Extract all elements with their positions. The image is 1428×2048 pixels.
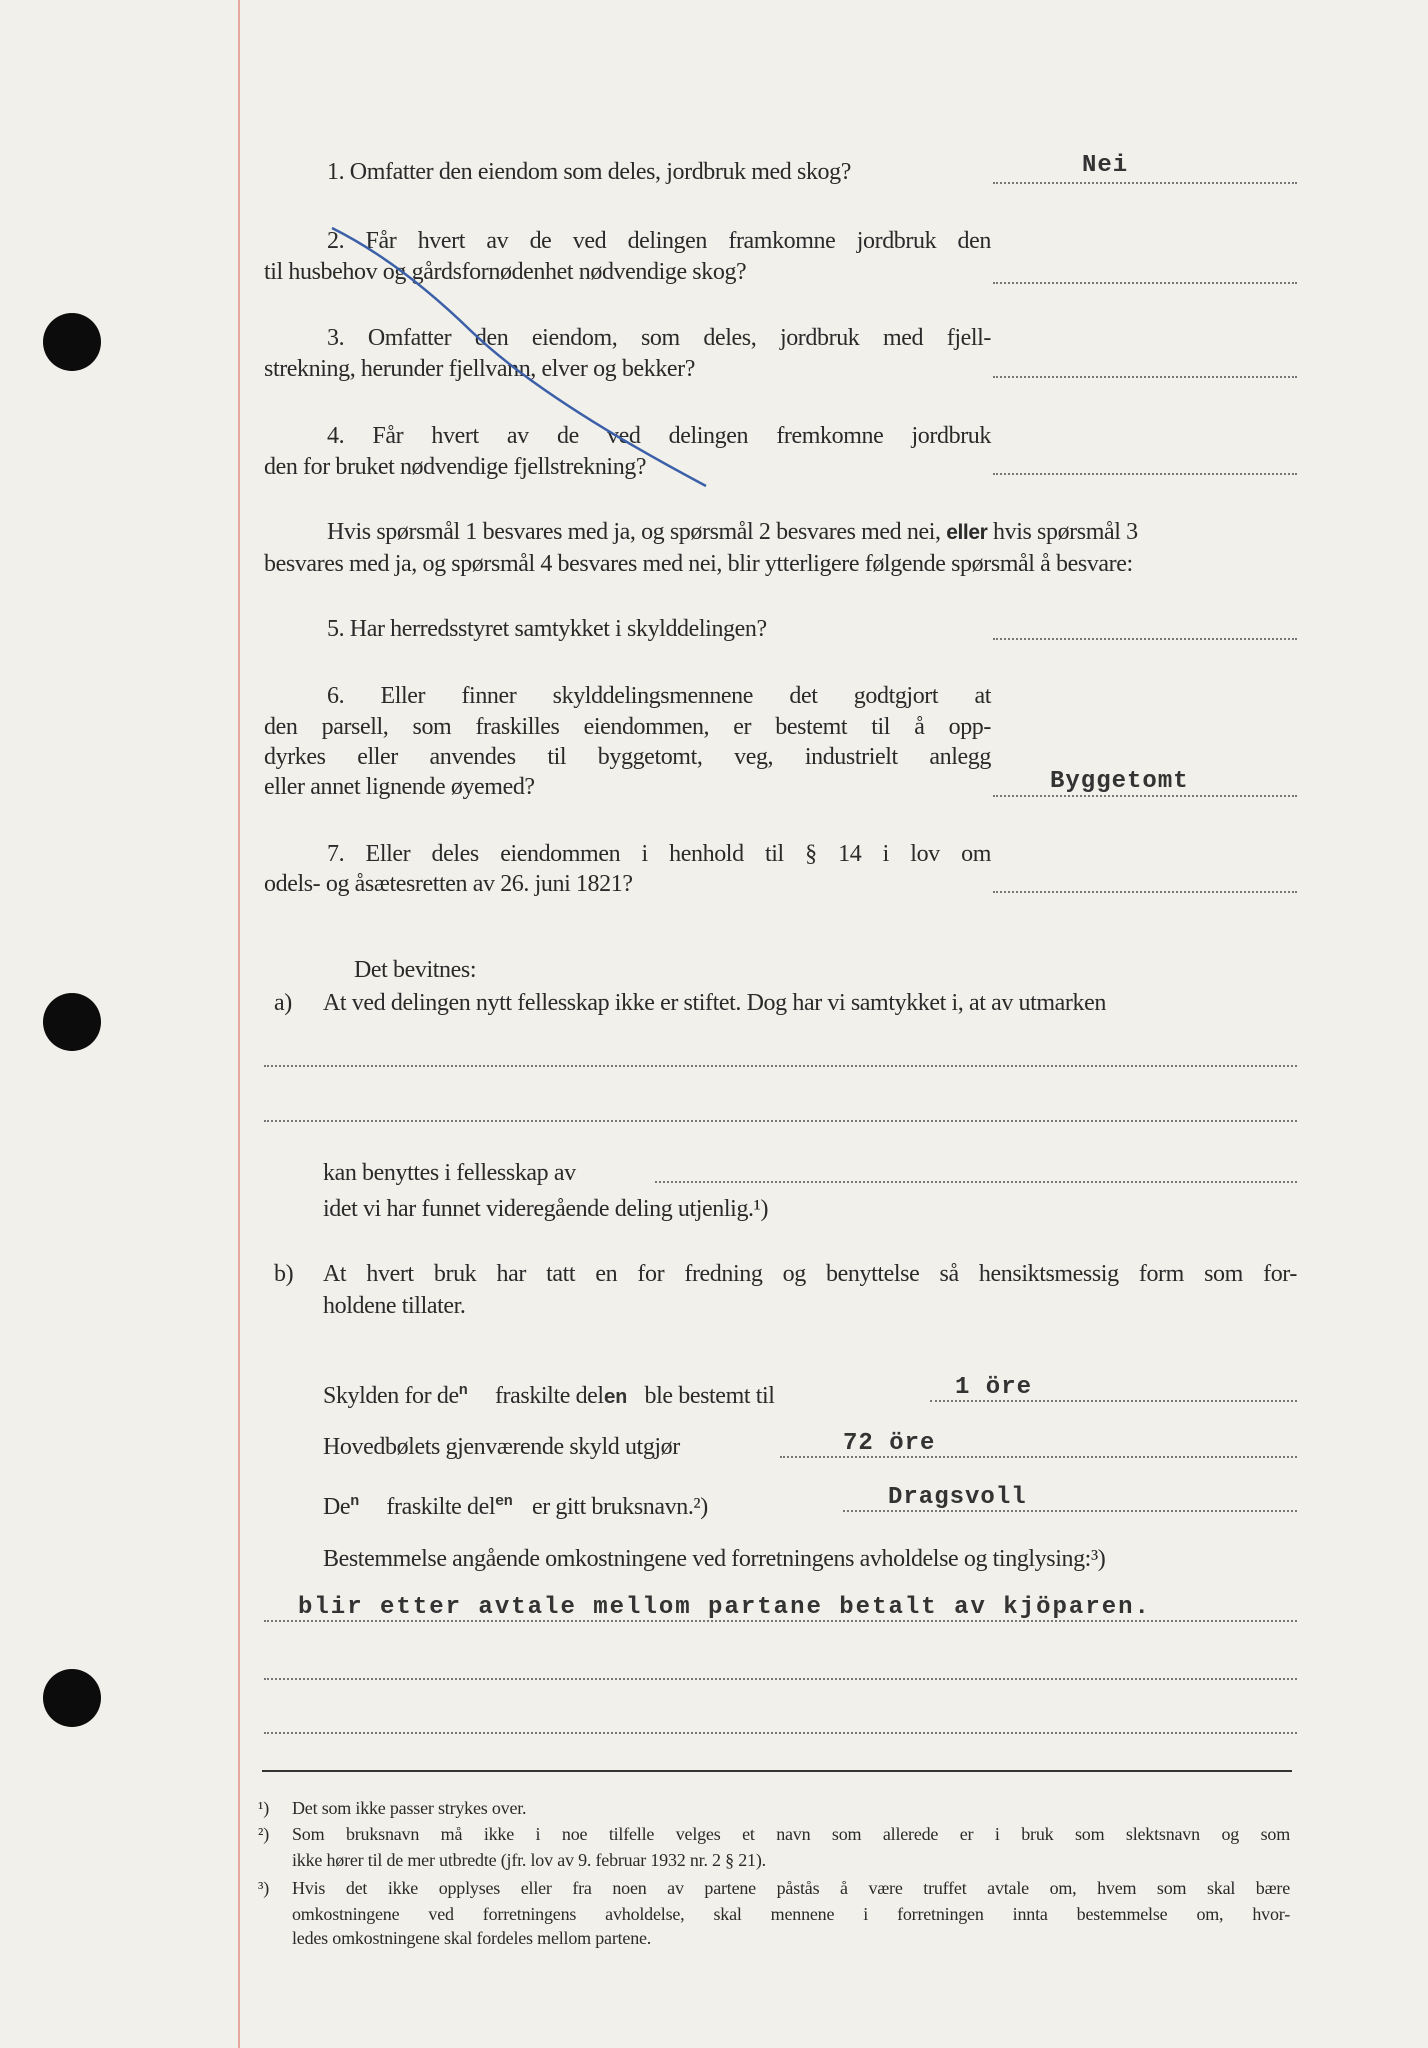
footnote-3-mark: ³) — [258, 1878, 269, 1898]
skyld-answer: 1 öre — [955, 1374, 1033, 1401]
punch-hole — [43, 1669, 101, 1727]
condition-line-2: besvares med ja, og spørsmål 4 besvares med nei, blir ytterligere følgende spørsmål å besvare: — [264, 551, 1133, 577]
question-5: 5. Har herredsstyret samtykket i skylddelingen? — [327, 616, 767, 642]
attest-b-label: b) — [274, 1261, 294, 1287]
question-7-line-2: odels- og åsætesretten av 26. juni 1821? — [264, 871, 633, 897]
footnote-2-line-2: ikke hører til de mer utbredte (jfr. lov av 9. februar 1932 nr. 2 § 21). — [292, 1850, 766, 1870]
skyld-text: Skylden for de — [323, 1383, 459, 1409]
question-4-line-2: den for bruket nødvendige fjellstrekning? — [264, 454, 647, 480]
attest-b-line-2: holdene tillater. — [323, 1293, 466, 1319]
answer-line-5 — [993, 638, 1297, 640]
typed-suffix: en — [495, 1493, 513, 1510]
answer-line-3 — [993, 376, 1297, 378]
remaining-skyld-answer: 72 öre — [843, 1430, 936, 1457]
fill-line — [264, 1678, 1297, 1680]
fill-line-fellesskap — [655, 1181, 1297, 1183]
question-4-line-1: 4. Får hvert av de ved delingen fremkomne jordbruk — [327, 423, 991, 449]
condition-text-2: hvis spørsmål 3 — [993, 519, 1138, 545]
typed-suffix: n — [350, 1493, 359, 1510]
question-6-line-3: dyrkes eller anvendes til byggetomt, veg, industrielt anlegg — [264, 744, 991, 770]
skyld-line-3 — [323, 1488, 708, 1521]
footnote-3-line-1: Hvis det ikke opplyses eller fra noen av partene påstås å være truffet avtale om, hvem som skal bære — [292, 1878, 1290, 1898]
skyld-line-4: Bestemmelse angående omkostningene ved forretningens avholdelse og tinglysing:³) — [323, 1546, 1106, 1572]
footnote-1-mark: ¹) — [258, 1798, 269, 1818]
skyld-text: ble bestemt til — [644, 1383, 775, 1409]
question-3-line-2: strekning, herunder fjellvann, elver og bekker? — [264, 356, 696, 382]
question-7-line-1: 7. Eller deles eiendommen i henhold til § 14 i lov om — [327, 841, 991, 867]
answer-1: Nei — [1082, 152, 1129, 179]
skyld-line-2: Hovedbølets gjenværende skyld utgjør — [323, 1434, 680, 1460]
punch-hole — [43, 993, 101, 1051]
attest-a-label: a) — [274, 990, 292, 1016]
fill-line — [264, 1732, 1297, 1734]
attest-a-text: At ved delingen nytt fellesskap ikke er stiftet. Dog har vi samtykket i, at av utmarken — [323, 990, 1106, 1016]
condition-text: Hvis spørsmål 1 besvares med ja, og spørsmål 2 besvares med nei, — [327, 519, 941, 545]
question-2-line-2: til husbehov og gårdsfornødenhet nødvendige skog? — [264, 259, 747, 285]
footnote-3-line-3: ledes omkostningene skal fordeles mellom partene. — [292, 1928, 652, 1948]
question-3-line-1: 3. Omfatter den eiendom, som deles, jordbruk med fjell- — [327, 325, 991, 351]
punch-hole — [43, 313, 101, 371]
answer-line-1 — [993, 182, 1297, 184]
fill-line — [264, 1065, 1297, 1067]
footnote-2-mark: ²) — [258, 1824, 269, 1844]
answer-line-2 — [993, 282, 1297, 284]
skyld-text: er gitt bruksnavn.²) — [531, 1494, 708, 1520]
attest-b-line-1: At hvert bruk har tatt en for fredning og benyttelse så hensiktsmessig form som for- — [323, 1261, 1297, 1287]
condition-eller: eller — [946, 521, 988, 544]
answer-line-7 — [993, 891, 1297, 893]
red-margin-line — [238, 0, 240, 2048]
skyld-text: De — [323, 1494, 351, 1520]
condition-line-1 — [327, 518, 1138, 547]
question-6-line-1: 6. Eller finner skylddelingsmennene det godtgjort at — [327, 683, 991, 709]
attest-kan: kan benyttes i fellesskap av — [323, 1160, 576, 1186]
typed-suffix: n — [458, 1382, 468, 1399]
typed-suffix: en — [603, 1387, 627, 1410]
question-6-line-4: eller annet lignende øyemed? — [264, 774, 535, 800]
footnote-3-line-2: omkostningene ved forretningens avholdelse, skal mennene i forretningen innta bestemmelse om, hvor- — [292, 1904, 1290, 1924]
attest-idet: idet vi har funnet videregående deling utjenlig.¹) — [323, 1196, 769, 1222]
question-2-line-1: 2. Får hvert av de ved delingen framkomne jordbruk den — [327, 228, 991, 254]
question-6-line-2: den parsell, som fraskilles eiendommen, er bestemt til å opp- — [264, 714, 991, 740]
farm-name-answer: Dragsvoll — [888, 1484, 1027, 1511]
fill-line — [264, 1120, 1297, 1122]
footnote-1: Det som ikke passer strykes over. — [292, 1798, 527, 1818]
answer-6: Byggetomt — [1050, 768, 1189, 795]
cost-answer: blir etter avtale mellom partane betalt av kjöparen. — [298, 1594, 1151, 1621]
skyld-text: fraskilte del — [386, 1494, 496, 1520]
answer-line-6 — [993, 795, 1297, 797]
skyld-line-1 — [323, 1377, 775, 1413]
attest-heading: Det bevitnes: — [354, 957, 477, 983]
answer-line-4 — [993, 473, 1297, 475]
footnote-2-line-1: Som bruksnavn må ikke i noe tilfelle velges et navn som allerede er i bruk som slektsnavn og som — [292, 1824, 1290, 1844]
footnote-rule — [262, 1770, 1292, 1772]
skyld-text: fraskilte del — [494, 1383, 604, 1409]
question-1: 1. Omfatter den eiendom som deles, jordbruk med skog? — [327, 159, 852, 185]
